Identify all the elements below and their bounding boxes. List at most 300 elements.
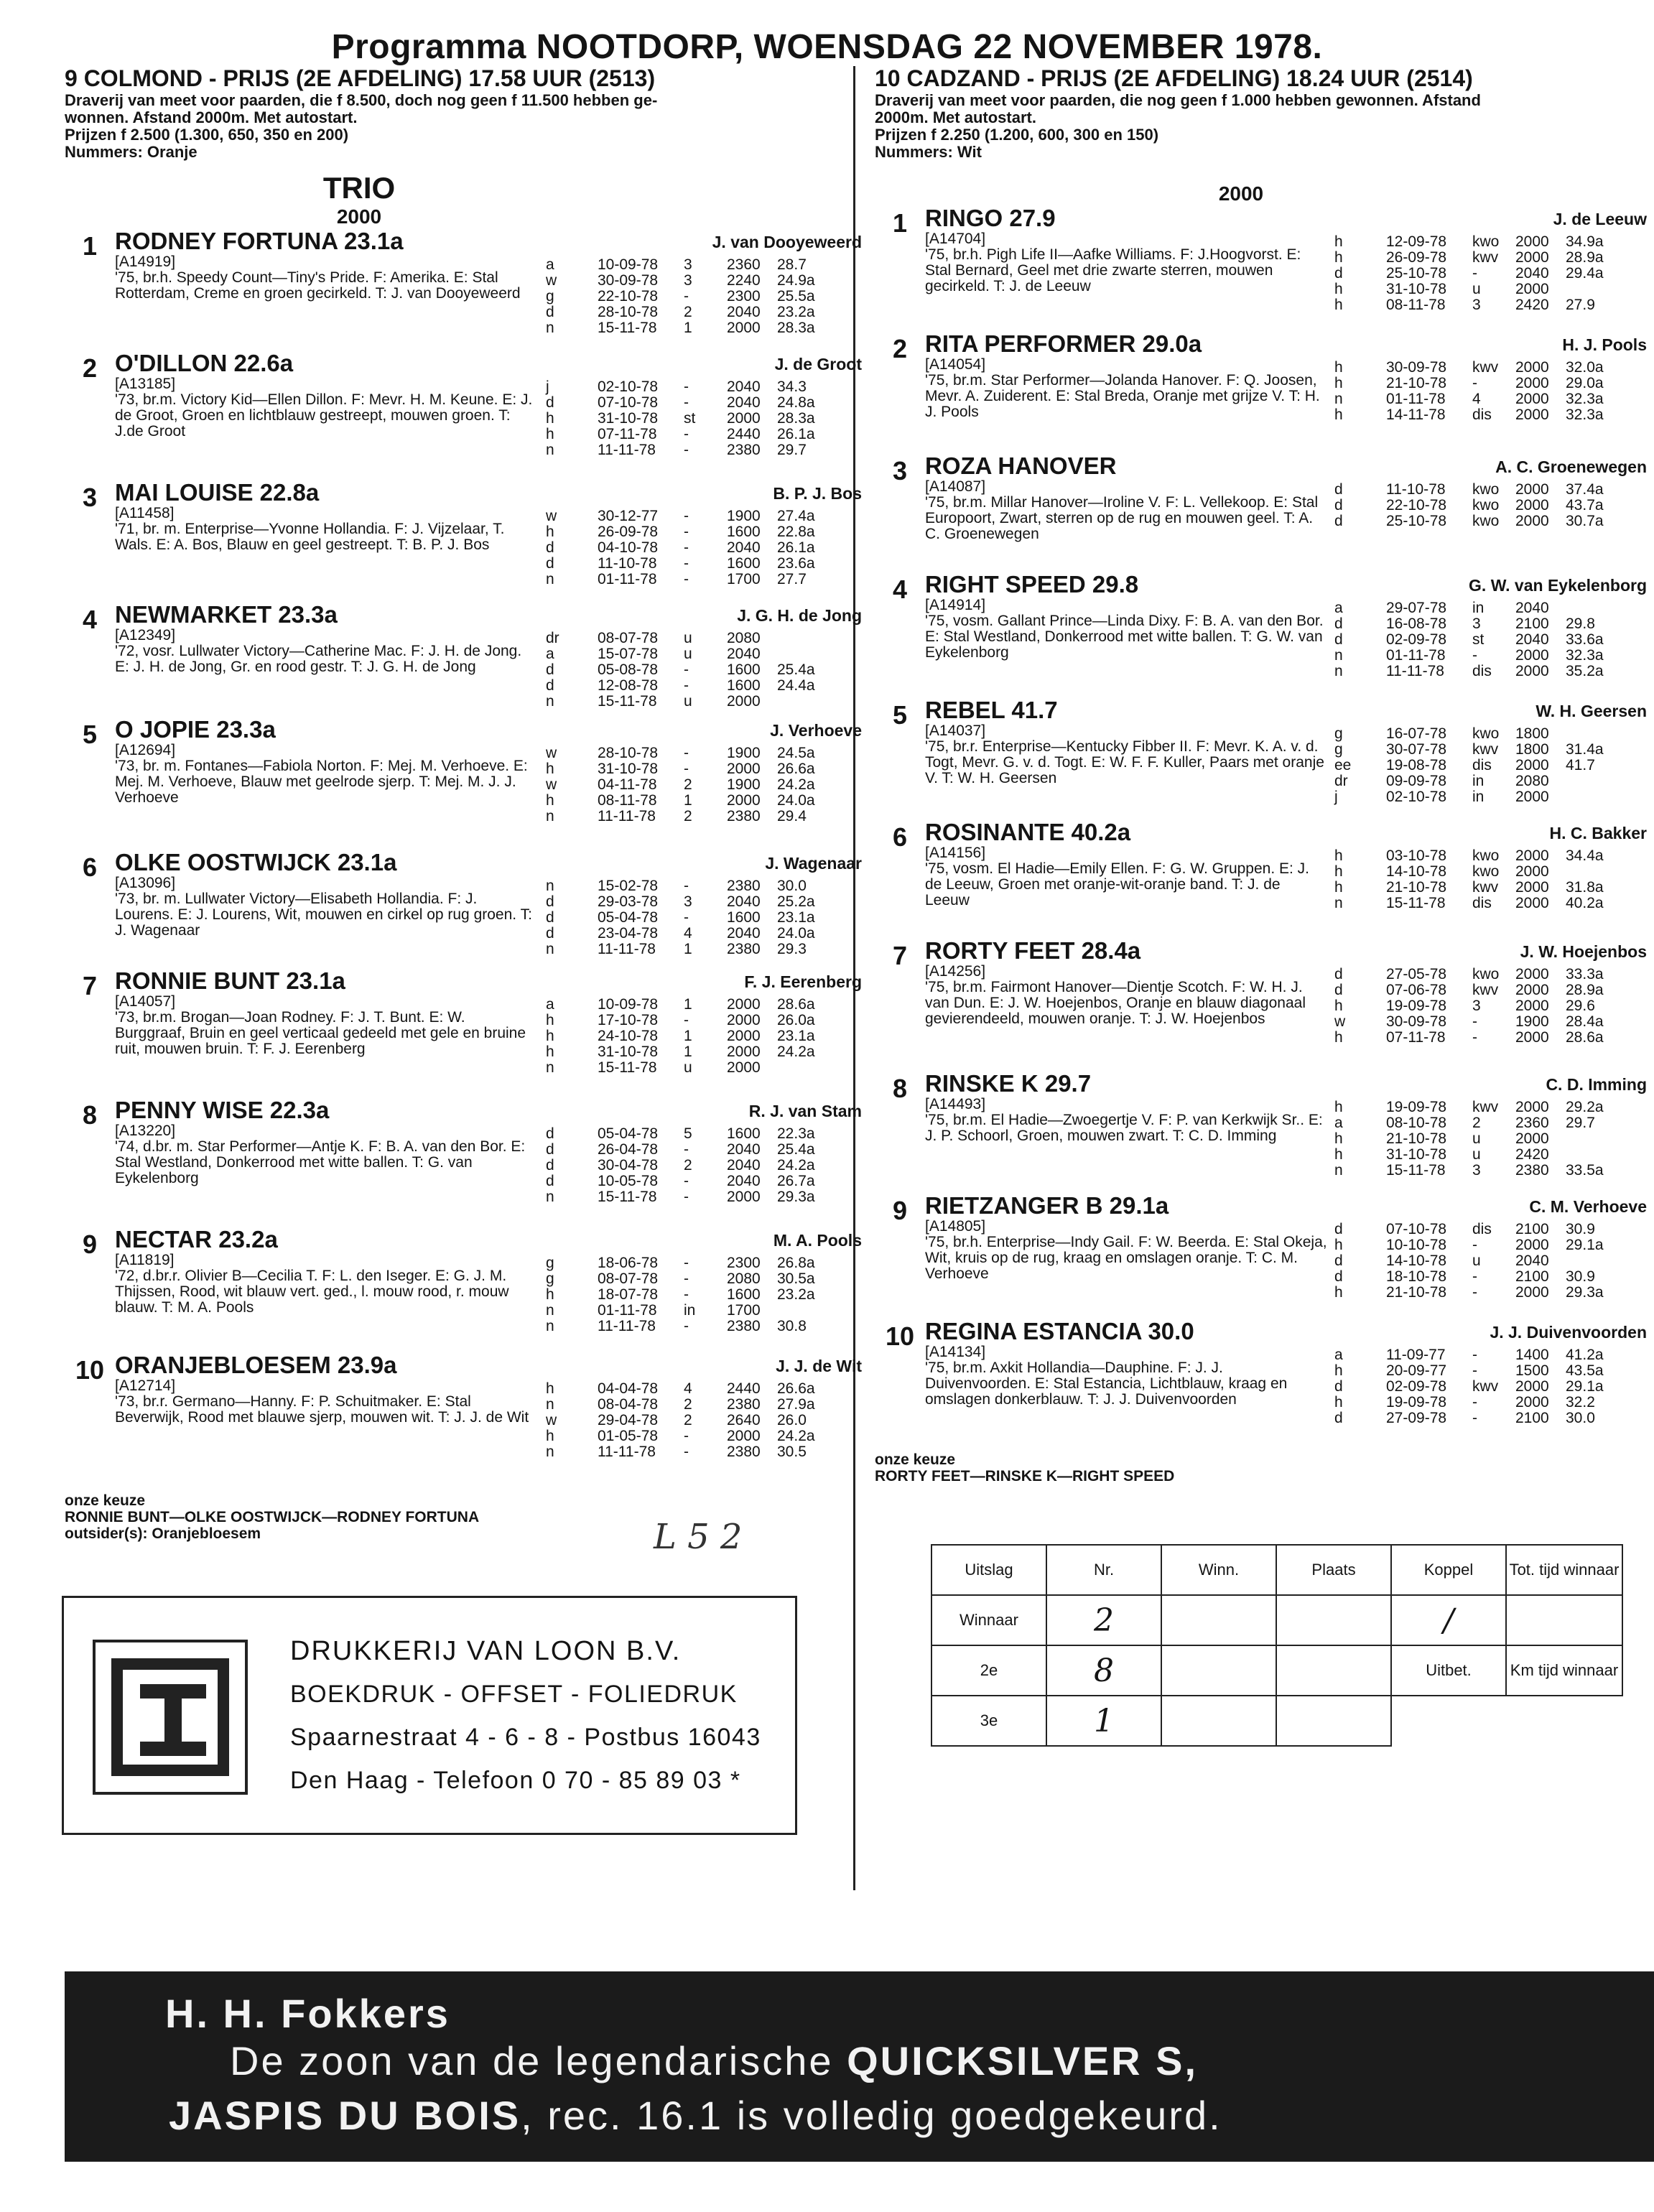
result-distance: 2360	[727, 256, 761, 273]
horse-description: '75, vosm. Gallant Prince—Linda Dixy. F: B. A. van den Bor. E: Stal Westland, Donkerrood met witte ballen. T: G. W. van Eykelenborg	[925, 613, 1324, 661]
result-place: kwo	[1472, 725, 1500, 742]
result-track: n	[1334, 895, 1343, 911]
result-track: w	[1334, 1013, 1346, 1030]
race-condition-line: Draverij van meet voor paarden, die nog geen f 1.000 hebben gewonnen. Afstand	[875, 91, 1481, 109]
horse-trainer: J. Verhoeve	[770, 721, 862, 740]
result-place: 3	[1472, 998, 1481, 1014]
result-date: 07-06-78	[1386, 982, 1447, 998]
result-time: 26.0	[777, 1412, 807, 1428]
horse-results	[546, 257, 835, 350]
result-cell	[1276, 1645, 1391, 1696]
horse-results	[546, 878, 835, 968]
result-date: 25-10-78	[1386, 513, 1447, 529]
result-line	[1334, 1100, 1623, 1115]
result-line	[1334, 282, 1623, 297]
result-place: -	[684, 745, 689, 761]
result-line	[546, 926, 835, 942]
horse-name: O'DILLON 22.6a	[115, 350, 294, 376]
result-date: 29-03-78	[598, 893, 659, 910]
result-distance: 2000	[1515, 863, 1549, 880]
result-track: d	[546, 539, 554, 556]
result-distance: 2000	[1515, 375, 1549, 391]
horse-trainer: W. H. Geersen	[1535, 702, 1647, 720]
result-distance: 2000	[1515, 481, 1549, 498]
horse-description: '75, br.m. Millar Hanover—Iroline V. F: L. Vellekoop. E: Stal Europoort, Zwart, sterren op de rug en mouwen geel. T: A. C. Groenewegen	[925, 494, 1319, 542]
result-date: 26-04-78	[598, 1141, 659, 1158]
result-track: a	[1334, 600, 1343, 616]
horse-info	[115, 350, 539, 480]
result-track: n	[1334, 647, 1343, 664]
result-line	[546, 1381, 835, 1397]
horse-results	[1334, 234, 1623, 331]
result-date: 07-11-78	[1386, 1029, 1446, 1046]
result-time	[1566, 1131, 1623, 1147]
result-track: dr	[546, 630, 559, 646]
outsiders: outsider(s): Oranjebloesem	[65, 1525, 261, 1542]
result-place: -	[684, 571, 689, 587]
result-line	[546, 1158, 835, 1174]
result-place: u	[684, 630, 692, 646]
result-distance: 2000	[1515, 895, 1549, 911]
horse-name: RODNEY FORTUNA 23.1a	[115, 228, 404, 254]
result-date: 31-10-78	[1386, 281, 1447, 297]
result-time: 28.6a	[777, 996, 815, 1013]
result-line	[1334, 266, 1623, 282]
result-date: 19-09-78	[1386, 998, 1447, 1014]
result-date: 24-10-78	[598, 1028, 659, 1044]
result-time	[1566, 1253, 1623, 1269]
horse-number: 2	[82, 353, 98, 383]
result-uitbet: Uitbet.	[1391, 1645, 1506, 1696]
result-line	[1334, 1285, 1623, 1301]
result-track: d	[546, 555, 554, 572]
horse-id: [A14805]	[925, 1218, 986, 1235]
horse-results	[1334, 726, 1623, 819]
result-track: d	[1334, 966, 1343, 982]
result-track: d	[546, 394, 554, 411]
race-distance: 2000	[1218, 182, 1264, 205]
result-line	[1334, 1147, 1623, 1163]
result-track: d	[546, 909, 554, 926]
result-distance: 2380	[1515, 1162, 1549, 1179]
horse-name: OLKE OOSTWIJCK 23.1a	[115, 849, 397, 875]
result-line	[546, 1174, 835, 1189]
fokkers-banner	[65, 1971, 1654, 2162]
result-time	[777, 694, 835, 710]
result-time: 24.2a	[777, 1044, 815, 1060]
horse-info	[115, 602, 539, 717]
result-distance: 2040	[727, 1141, 761, 1158]
result-distance: 1800	[1515, 725, 1549, 742]
result-line	[1334, 1347, 1623, 1363]
result-date: 16-07-78	[1386, 725, 1447, 742]
result-place: -	[684, 1444, 689, 1460]
result-distance: 2000	[1515, 497, 1549, 514]
result-date: 11-11-78	[598, 808, 656, 824]
result-line	[546, 1126, 835, 1142]
result-time: 30.8	[777, 1318, 807, 1334]
result-date: 15-11-78	[1386, 895, 1446, 911]
result-track: g	[546, 1255, 554, 1271]
horse-description: '73, br.m. Brogan—Joan Rodney. F: J. T. Bunt. E: W. Burggraaf, Bruin en geel verticaal gedeeld met gele en bruine ruit, mouwen bruin. T: F. J. Eerenberg	[115, 1009, 526, 1057]
result-line	[546, 411, 835, 427]
result-place: -	[684, 1270, 689, 1287]
result-distance: 1900	[727, 776, 761, 793]
result-time: 23.2a	[777, 304, 815, 320]
result-track: n	[546, 941, 554, 957]
result-date: 01-11-78	[598, 1302, 657, 1319]
horse-info	[925, 1319, 1327, 1444]
result-date: 21-10-78	[1386, 879, 1447, 896]
result-track: d	[1334, 513, 1343, 529]
horse-results	[546, 1381, 835, 1485]
result-line	[1334, 1253, 1623, 1269]
result-track: h	[546, 1028, 554, 1044]
result-date: 31-10-78	[598, 1044, 659, 1060]
horse-number: 4	[892, 575, 908, 604]
result-place: -	[1472, 1029, 1477, 1046]
horse-info	[115, 717, 539, 850]
horse-id: [A14919]	[115, 254, 176, 270]
result-track: h	[1334, 375, 1343, 391]
horse-trainer: R. J. van Stam	[748, 1102, 862, 1120]
result-place: dis	[1472, 1221, 1492, 1237]
result-date: 14-10-78	[1386, 1253, 1447, 1269]
result-cell	[1161, 1645, 1276, 1696]
result-line	[546, 395, 835, 411]
result-date: 19-08-78	[1386, 757, 1447, 773]
result-place: 1	[684, 941, 692, 957]
result-place: 2	[684, 304, 692, 320]
horse-name: NEWMARKET 23.3a	[115, 601, 338, 628]
result-date: 18-06-78	[598, 1255, 659, 1271]
result-distance: 2080	[727, 630, 761, 646]
result-track: d	[1334, 1268, 1343, 1285]
horse-id: [A14256]	[925, 963, 986, 980]
result-track: h	[1334, 1362, 1343, 1379]
result-distance: 2380	[727, 1396, 761, 1413]
result-time: 24.2a	[777, 1428, 815, 1444]
result-time: 34.9a	[1566, 233, 1604, 250]
result-place: -	[684, 288, 689, 305]
result-distance: 2080	[727, 1270, 761, 1287]
result-distance: 2000	[1515, 847, 1549, 864]
race-condition-line: Nummers: Wit	[875, 143, 982, 161]
result-distance: 2000	[1515, 233, 1549, 250]
result-place: u	[1472, 1130, 1481, 1147]
result-track: n	[546, 1189, 554, 1205]
horse-entry	[875, 1071, 1647, 1193]
result-place: 2	[684, 776, 692, 793]
result-date: 11-11-78	[598, 941, 656, 957]
result-place: -	[684, 524, 689, 540]
horse-name: MAI LOUISE 22.8a	[115, 479, 320, 506]
race-9-column	[65, 66, 862, 1542]
banner-line-3	[169, 2092, 1222, 2139]
result-date: 20-09-77	[1386, 1362, 1447, 1379]
horse-entry	[65, 1097, 862, 1227]
horse-info	[115, 228, 539, 350]
result-date: 25-10-78	[1386, 265, 1447, 282]
result-place: st	[684, 410, 696, 427]
result-line	[546, 257, 835, 273]
result-date: 30-12-77	[598, 508, 659, 524]
result-date: 21-10-78	[1386, 1284, 1447, 1301]
race-title: 9 COLMOND - PRIJS (2E AFDELING) 17.58 UUR (2513)	[65, 65, 656, 91]
result-date: 01-11-78	[1386, 391, 1446, 407]
result-distance: 1900	[1515, 1013, 1549, 1030]
result-place: 2	[684, 1157, 692, 1174]
result-track: n	[546, 693, 554, 710]
result-date: 27-09-78	[1386, 1410, 1447, 1426]
result-distance: 2040	[727, 378, 761, 395]
result-time: 29.3	[777, 941, 807, 957]
result-time: 26.1a	[777, 426, 815, 442]
result-place: -	[684, 878, 689, 894]
result-distance: 2000	[727, 1059, 761, 1076]
result-place: kwo	[1472, 497, 1500, 514]
result-line	[1334, 998, 1623, 1014]
result-distance: 2000	[1515, 513, 1549, 529]
result-track: w	[546, 776, 557, 793]
result-date: 05-08-78	[598, 661, 659, 678]
result-header-nr: Nr.	[1046, 1545, 1161, 1595]
horse-trainer: A. C. Groenewegen	[1495, 457, 1647, 476]
result-line	[546, 1319, 835, 1334]
result-track: h	[1334, 998, 1343, 1014]
result-time: 23.1a	[777, 1028, 815, 1044]
result-time: 24.2a	[777, 1157, 815, 1174]
result-place: u	[1472, 1146, 1481, 1163]
result-date: 01-11-78	[1386, 647, 1446, 664]
result-line	[1334, 297, 1623, 313]
result-track: d	[1334, 1378, 1343, 1395]
result-cell	[1161, 1696, 1276, 1746]
result-time: 28.6a	[1566, 1029, 1604, 1046]
result-time: 24.5a	[777, 745, 815, 761]
result-time	[777, 1060, 835, 1076]
horse-number: 6	[892, 822, 908, 852]
result-track: d	[546, 1141, 554, 1158]
result-line	[1334, 773, 1623, 789]
banner-line-1: H. H. Fokkers	[165, 1991, 450, 2036]
horse-info	[925, 1193, 1327, 1319]
result-track: h	[546, 1044, 554, 1060]
result-time: 41.2a	[1566, 1347, 1604, 1363]
result-line	[1334, 1237, 1623, 1253]
horse-number: 9	[82, 1230, 98, 1259]
result-line	[1334, 789, 1623, 805]
result-place: -	[684, 1428, 689, 1444]
result-cell	[1506, 1595, 1622, 1645]
result-line	[1334, 1030, 1623, 1046]
result-line	[1334, 407, 1623, 423]
our-choice	[875, 1451, 1647, 1484]
result-date: 08-11-78	[1386, 297, 1446, 313]
horse-number: 1	[892, 208, 908, 238]
result-distance: 2000	[727, 1428, 761, 1444]
result-line	[546, 809, 835, 824]
result-track: h	[1334, 281, 1343, 297]
horse-trainer: H. C. Bakker	[1549, 824, 1647, 842]
result-distance: 1500	[1515, 1362, 1549, 1379]
result-time	[1566, 864, 1623, 880]
result-time: 23.2a	[777, 1286, 815, 1303]
result-place: dis	[1472, 663, 1492, 679]
result-line	[546, 540, 835, 556]
horse-name: NECTAR 23.2a	[115, 1226, 278, 1253]
horse-info	[925, 697, 1327, 819]
result-distance: 2040	[727, 304, 761, 320]
result-track: j	[1334, 789, 1338, 805]
result-distance: 1400	[1515, 1347, 1549, 1363]
horse-id: [A14057]	[115, 993, 176, 1010]
result-time: 28.3a	[777, 410, 815, 427]
horse-name: ORANJEBLOESEM 23.9a	[115, 1352, 397, 1378]
result-distance: 2100	[1515, 615, 1549, 632]
horse-info	[925, 938, 1327, 1071]
result-track: h	[1334, 1029, 1343, 1046]
result-place: -	[684, 508, 689, 524]
result-time: 24.2a	[777, 776, 815, 793]
result-nr-3e: 1	[1046, 1696, 1161, 1746]
result-line	[1334, 864, 1623, 880]
horse-results	[546, 1255, 835, 1352]
result-track: d	[546, 1125, 554, 1142]
result-track: a	[546, 996, 554, 1013]
result-place: -	[684, 378, 689, 395]
result-time: 30.5	[777, 1444, 807, 1460]
result-distance: 2000	[1515, 789, 1549, 805]
horse-info	[115, 480, 539, 602]
horse-entry	[65, 350, 862, 480]
result-time: 30.9	[1566, 1221, 1595, 1237]
result-time	[1566, 282, 1623, 297]
result-distance: 2000	[727, 1189, 761, 1205]
result-header-winn: Winn.	[1161, 1545, 1276, 1595]
result-date: 08-11-78	[598, 792, 657, 809]
result-time: 28.9a	[1566, 982, 1604, 998]
result-line	[546, 678, 835, 694]
result-line	[1334, 514, 1623, 529]
result-time: 29.2a	[1566, 1099, 1604, 1115]
result-place: 3	[684, 256, 692, 273]
result-place: 3	[684, 272, 692, 289]
horse-description: '72, d.br.r. Olivier B—Cecilia T. F: L. den Iseger. E: G. J. M. Thijssen, Rood, wit blauw vert. ged., l. mouw rood, r. mouw blauw. T: M. A. Pools	[115, 1268, 509, 1316]
result-distance: 2000	[1515, 879, 1549, 896]
result-distance: 2440	[727, 426, 761, 442]
result-time: 32.3a	[1566, 647, 1604, 664]
result-time: 29.7	[777, 442, 807, 458]
result-date: 16-08-78	[1386, 615, 1447, 632]
result-line	[546, 1013, 835, 1028]
horse-id: [A12714]	[115, 1377, 176, 1394]
horse-description: '75, br.r. Enterprise—Kentucky Fibber II. F: Mevr. K. A. v. d. Togt, Mevr. G. v. d. Togt. E: W. F. F. Kuller, Paars met oranje V. T: W. H. Geersen	[925, 738, 1324, 786]
banner-line-2	[230, 2037, 1198, 2084]
result-date: 15-11-78	[598, 1189, 657, 1205]
horse-trainer: J. de Leeuw	[1553, 210, 1647, 228]
result-time: 30.9	[1566, 1268, 1595, 1285]
result-track: d	[1334, 1410, 1343, 1426]
result-time: 27.4a	[777, 508, 815, 524]
result-place: 2	[684, 1396, 692, 1413]
result-distance: 2100	[1515, 1268, 1549, 1285]
result-time: 29.6	[1566, 998, 1595, 1014]
horse-results	[1334, 848, 1623, 938]
horse-number: 2	[892, 334, 908, 363]
result-track: h	[546, 524, 554, 540]
result-line	[1334, 391, 1623, 407]
horse-id: [A13220]	[115, 1123, 176, 1139]
result-time: 32.3a	[1566, 391, 1604, 407]
horse-entry	[875, 938, 1647, 1071]
result-place: kwv	[1472, 982, 1499, 998]
result-distance: 2240	[727, 272, 761, 289]
result-place: 1	[684, 1028, 692, 1044]
result-time: 30.5a	[777, 1270, 815, 1287]
result-date: 15-11-78	[1386, 1162, 1446, 1179]
result-track: d	[1334, 982, 1343, 998]
result-time: 23.6a	[777, 555, 815, 572]
result-line	[546, 777, 835, 793]
result-time: 29.4a	[1566, 265, 1604, 282]
result-place: kwo	[1472, 847, 1500, 864]
result-date: 22-10-78	[598, 288, 659, 305]
result-time: 22.3a	[777, 1125, 815, 1142]
result-line	[1334, 880, 1623, 896]
result-line	[546, 1271, 835, 1287]
result-time: 34.4a	[1566, 847, 1604, 864]
result-place: u	[684, 693, 692, 710]
result-place: kwo	[1472, 481, 1500, 498]
race-condition-line: Nummers: Oranje	[65, 143, 198, 161]
result-distance: 2000	[727, 410, 761, 427]
horse-info	[925, 205, 1327, 331]
horse-entry	[875, 1319, 1647, 1444]
result-time: 27.9a	[777, 1396, 815, 1413]
horse-info	[115, 1227, 539, 1352]
horse-info	[115, 1352, 539, 1485]
result-date: 07-10-78	[598, 394, 659, 411]
result-time: 30.0	[1566, 1410, 1595, 1426]
result-place: in	[1472, 773, 1485, 789]
result-distance: 2640	[727, 1412, 761, 1428]
result-time: 28.3a	[777, 320, 815, 336]
result-track: h	[546, 792, 554, 809]
result-track: h	[1334, 297, 1343, 313]
result-line	[1334, 1163, 1623, 1179]
printer-advertisement	[62, 1596, 797, 1835]
horse-info	[115, 1097, 539, 1227]
result-place: -	[684, 1189, 689, 1205]
result-time: 25.4a	[777, 1141, 815, 1158]
result-date: 17-10-78	[598, 1012, 659, 1028]
horse-id: [A14134]	[925, 1344, 986, 1360]
result-distance: 2300	[727, 288, 761, 305]
result-track: n	[546, 808, 554, 824]
result-table	[931, 1544, 1623, 1747]
result-date: 04-11-78	[598, 776, 657, 793]
result-date: 22-10-78	[1386, 497, 1447, 514]
result-place: dis	[1472, 757, 1492, 773]
result-line	[546, 1444, 835, 1460]
result-time: 32.2	[1566, 1394, 1595, 1411]
result-line	[1334, 632, 1623, 648]
result-track: j	[546, 378, 549, 395]
result-line	[546, 1303, 835, 1319]
horse-description: '75, br.h. Speedy Count—Tiny's Pride. F: Amerika. E: Stal Rotterdam, Creme en groen gecirkeld. T: J. van Dooyeweerd	[115, 269, 521, 302]
result-track: n	[546, 442, 554, 458]
